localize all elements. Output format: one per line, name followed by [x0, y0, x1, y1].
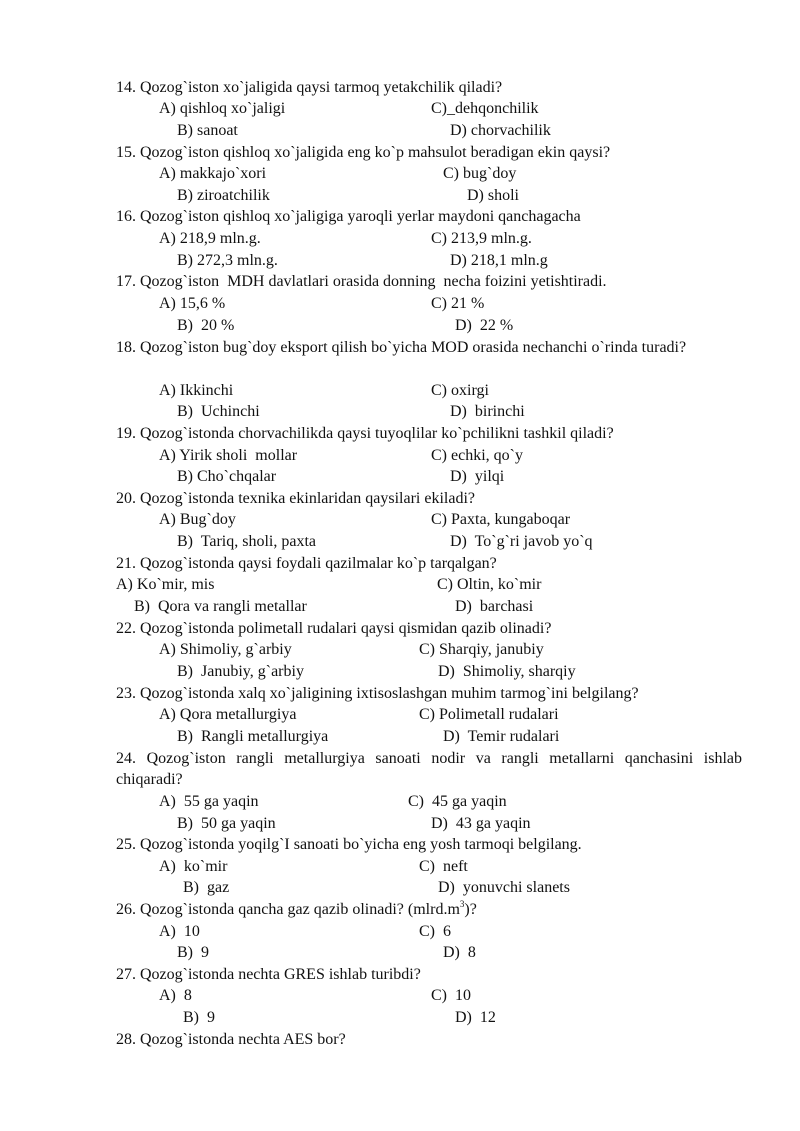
option-b: B) Rangli metallurgiya: [177, 728, 329, 745]
question-20: [116, 488, 475, 509]
option-d: D) To`g`ri javob yo`q: [450, 533, 593, 550]
option-d: D) Shimoliy, sharqiy: [438, 663, 576, 680]
question-number: 23.: [116, 685, 136, 702]
option-d: D) chorvachilik: [450, 122, 551, 139]
question-text: Qozog`iston rangli metallurgiya sanoati nodir va rangli metallarni qanchasini ishlab chiqaradi?: [116, 750, 743, 788]
question-text: Qozog`istonda yoqilg`I sanoati bo`yicha eng yosh tarmoqi belgilang.: [140, 836, 582, 853]
question-text: Qozog`istonda nechta AES bor?: [140, 1031, 346, 1048]
option-b: B) Tariq, sholi, paxta: [177, 533, 317, 550]
question-17: [116, 271, 607, 292]
option-c: C) 21 %: [431, 295, 485, 312]
option-b: B) 20 %: [177, 317, 235, 334]
question-23: [116, 683, 639, 704]
question-text: Qozog`iston xo`jaligida qaysi tarmoq yetakchilik qiladi?: [140, 79, 503, 96]
question-number: 18.: [116, 339, 136, 356]
question-number: 24.: [116, 750, 136, 767]
option-a: A) Ikkinchi: [159, 382, 234, 399]
question-26: [116, 899, 477, 920]
option-d: D) birinchi: [450, 403, 525, 420]
question-22: [116, 618, 551, 639]
option-d: D) Temir rudalari: [443, 728, 560, 745]
question-21: [116, 553, 497, 574]
question-number: 17.: [116, 273, 136, 290]
question-number: 21.: [116, 555, 136, 572]
option-d: D) yonuvchi slanets: [438, 879, 570, 896]
question-number: 19.: [116, 425, 136, 442]
option-a: A) Ko`mir, mis: [116, 576, 215, 593]
question-text: Qozog`istonda chorvachilikda qaysi tuyoqlilar ko`pchilikni tashkil qiladi?: [140, 425, 614, 442]
question-text: Qozog`iston bug`doy eksport qilish bo`yicha MOD orasida nechanchi o`rinda turadi?: [140, 339, 687, 356]
question-text: Qozog`istonda qaysi foydali qazilmalar ko`p tarqalgan?: [140, 555, 497, 572]
question-28: [116, 1029, 346, 1050]
option-c: C) Paxta, kungaboqar: [431, 511, 571, 528]
question-text: Qozog`istonda texnika ekinlaridan qaysilari ekiladi?: [140, 490, 475, 507]
option-b: B) 9: [183, 1009, 215, 1026]
option-a: A) Bug`doy: [159, 511, 236, 528]
question-number: 27.: [116, 966, 136, 983]
option-c: C) bug`doy: [443, 165, 517, 182]
option-c: C) 45 ga yaqin: [408, 793, 507, 810]
option-c: C) Oltin, ko`mir: [437, 576, 542, 593]
option-b: B) Cho`chqalar: [177, 468, 277, 485]
option-a: A) 218,9 mln.g.: [159, 230, 261, 247]
option-a: A) Qora metallurgiya: [159, 706, 297, 723]
option-c: C) oxirgi: [431, 382, 489, 399]
question-27: [116, 964, 421, 985]
question-16: [116, 206, 581, 227]
option-d: D) 8: [443, 944, 476, 961]
question-number: 26.: [116, 901, 136, 918]
option-d: D) 43 ga yaqin: [431, 815, 531, 832]
option-d: D) 218,1 mln.g: [450, 252, 548, 269]
option-d: D) sholi: [467, 187, 519, 204]
superscript: 3: [459, 898, 465, 909]
option-b: B) ziroatchilik: [177, 187, 270, 204]
option-a: A) 10: [159, 923, 200, 940]
option-b: B) 50 ga yaqin: [177, 815, 276, 832]
question-15: [116, 142, 610, 163]
option-c: C) Polimetall rudalari: [419, 706, 559, 723]
option-d: D) 22 %: [455, 317, 514, 334]
question-24: [116, 748, 742, 790]
option-d: D) yilqi: [450, 468, 505, 485]
option-a: A) 55 ga yaqin: [159, 793, 259, 810]
question-14: [116, 77, 502, 98]
question-number: 22.: [116, 620, 136, 637]
option-d: D) barchasi: [455, 598, 534, 615]
option-b: B) sanoat: [177, 122, 238, 139]
question-number: 25.: [116, 836, 136, 853]
option-c: C) echki, qo`y: [431, 447, 523, 464]
option-a: A) Shimoliy, g`arbiy: [159, 641, 292, 658]
option-c: C)_dehqonchilik: [431, 100, 539, 117]
option-b: B) Janubiy, g`arbiy: [177, 663, 304, 680]
option-a: A) makkajo`xori: [159, 165, 267, 182]
option-a: A) Yirik sholi mollar: [159, 447, 298, 464]
option-c: C) 213,9 mln.g.: [431, 230, 532, 247]
question-25: [116, 834, 582, 855]
question-number: 16.: [116, 208, 136, 225]
question-number: 14.: [116, 79, 136, 96]
option-b: B) Uchinchi: [177, 403, 260, 420]
option-d: D) 12: [455, 1009, 496, 1026]
question-text: Qozog`istonda polimetall rudalari qaysi qismidan qazib olinadi?: [140, 620, 552, 637]
option-a: A) 8: [159, 987, 192, 1004]
question-number: 15.: [116, 144, 136, 161]
option-b: B) Qora va rangli metallar: [134, 598, 307, 615]
option-c: C) neft: [419, 858, 468, 875]
question-19: [116, 423, 614, 444]
question-number: 28.: [116, 1031, 136, 1048]
question-text: Qozog`istonda xalq xo`jaligining ixtisoslashgan muhim tarmog`ini belgilang?: [140, 685, 639, 702]
question-text: Qozog`iston MDH davlatlari orasida donning necha foizini yetishtiradi.: [140, 273, 607, 290]
question-text: Qozog`iston qishloq xo`jaligiga yaroqli yerlar maydoni qanchagacha: [140, 208, 581, 225]
option-c: C) 10: [431, 987, 471, 1004]
option-c: C) 6: [419, 923, 451, 940]
option-a: A) ko`mir: [159, 858, 228, 875]
option-c: C) Sharqiy, janubiy: [419, 641, 544, 658]
option-a: A) 15,6 %: [159, 295, 226, 312]
question-text: Qozog`iston qishloq xo`jaligida eng ko`p mahsulot beradigan ekin qaysi?: [140, 144, 611, 161]
question-text-end: )?: [464, 901, 477, 918]
question-text: Qozog`istonda qancha gaz qazib olinadi? (mlrd.m: [140, 901, 460, 918]
question-18: [116, 337, 742, 358]
question-number: 20.: [116, 490, 136, 507]
option-b: B) 272,3 mln.g.: [177, 252, 278, 269]
question-text: Qozog`istonda nechta GRES ishlab turibdi?: [140, 966, 421, 983]
option-b: B) 9: [177, 944, 209, 961]
option-b: B) gaz: [183, 879, 230, 896]
option-a: A) qishloq xo`jaligi: [159, 100, 286, 117]
